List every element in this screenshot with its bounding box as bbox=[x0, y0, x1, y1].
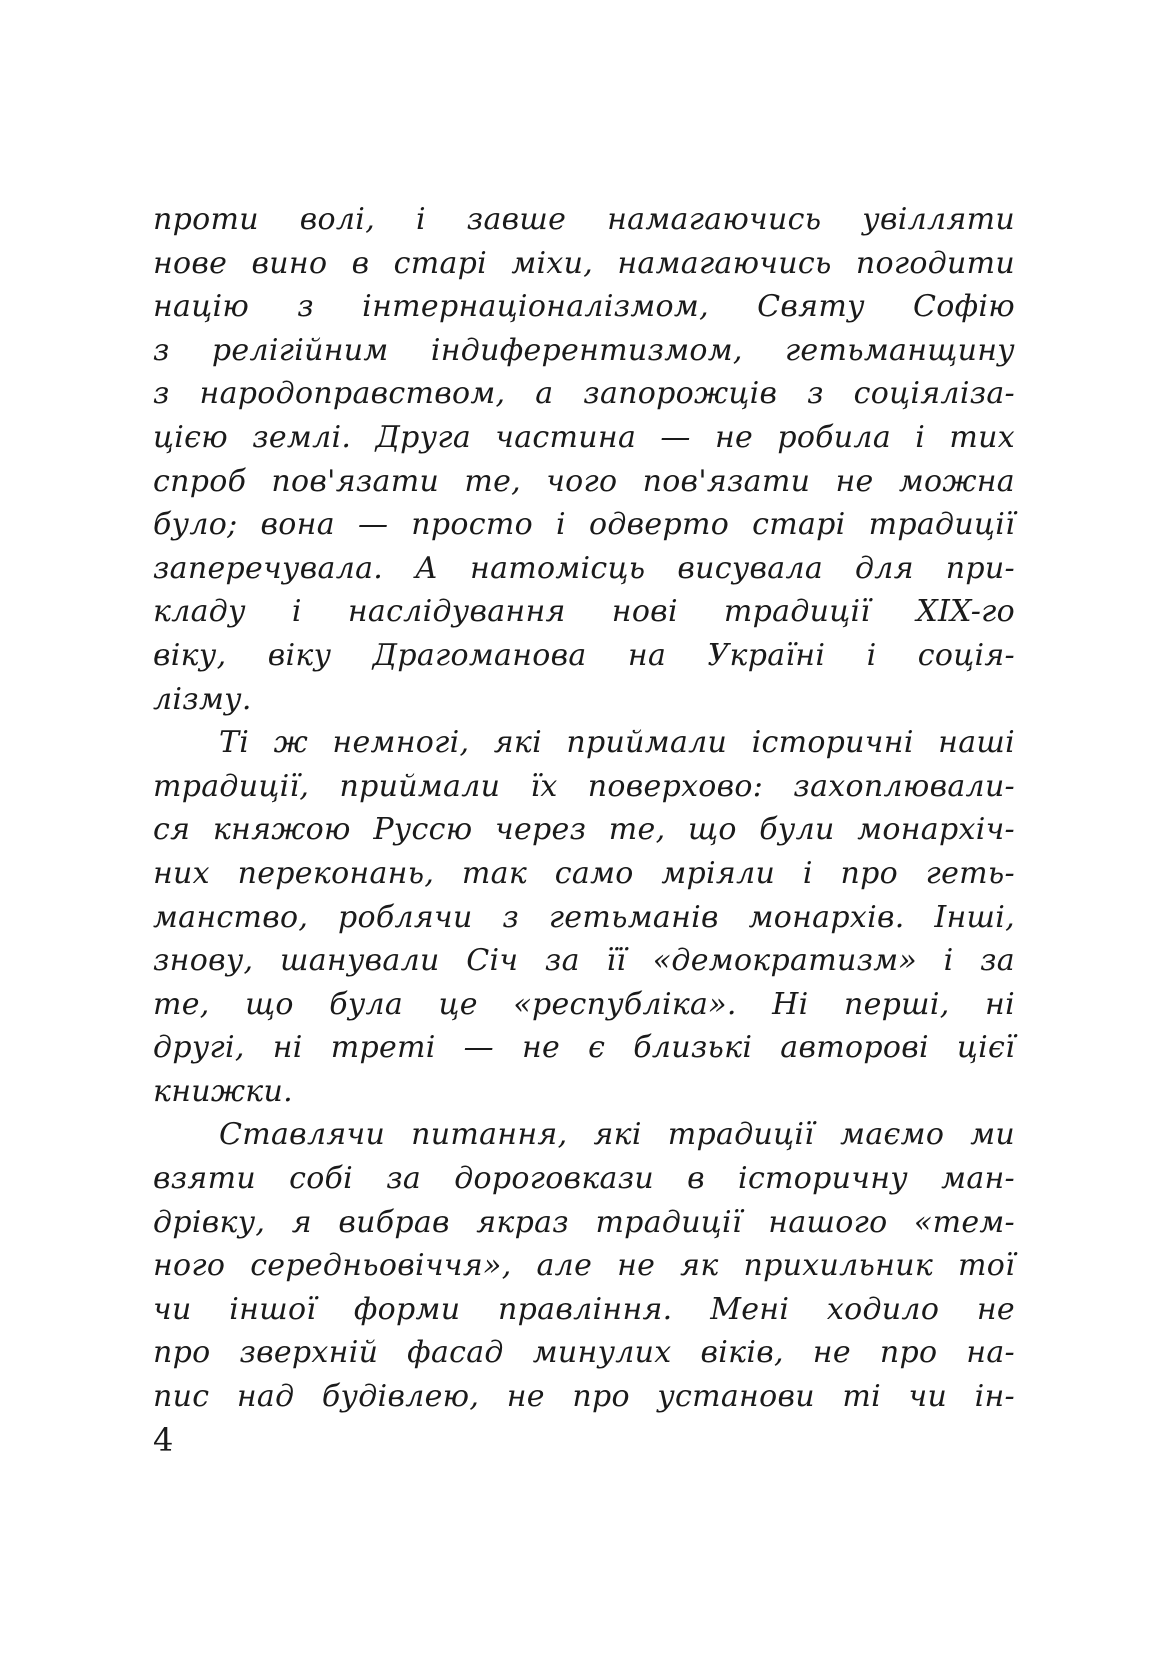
text-line: проти волі, і завше намагаючись увілляти bbox=[153, 202, 1015, 237]
text-line: взяти собі за дороговкази в історичну ман- bbox=[153, 1161, 1015, 1197]
text-line: з народоправством, а запорожців з соціяліза- bbox=[153, 376, 1015, 412]
text-line: традиції, приймали їх поверхово: захоплювали- bbox=[153, 768, 1015, 804]
text-line: них переконань, так само мріяли і про геть- bbox=[153, 855, 1015, 891]
text-line: знову, шанували Січ за її «демократизм» і за bbox=[153, 943, 1015, 979]
text-line: нове вино в старі міхи, намагаючись погодити bbox=[153, 245, 1015, 281]
text-line: націю з інтернаціоналізмом, Святу Софію bbox=[153, 289, 1015, 325]
paragraph-first-line: Ті ж немногі, які приймали історичні наші bbox=[219, 725, 1015, 761]
paragraph-first-line: Ставлячи питання, які традиції маємо ми bbox=[219, 1117, 1015, 1153]
text-line: заперечувала. А натомісць висувала для при- bbox=[153, 550, 1015, 586]
page-number: 4 bbox=[153, 1421, 174, 1459]
text-line: спроб пов'язати те, чого пов'язати не можна bbox=[153, 463, 1015, 499]
text-line: лізму. bbox=[153, 681, 252, 717]
text-line: дрівку, я вибрав якраз традиції нашого «тем- bbox=[153, 1204, 1015, 1240]
text-line: ного середньовіччя», але не як прихильник тої bbox=[153, 1248, 1015, 1284]
text-line: ся княжою Руссю через те, що були монархіч- bbox=[153, 812, 1015, 848]
text-line: про зверхній фасад минулих віків, не про на- bbox=[153, 1335, 1015, 1371]
text-line: манство, роблячи з гетьманів монархів. Інші, bbox=[153, 899, 1015, 935]
text-line: кладу і наслідування нові традиції XIX-го bbox=[153, 594, 1015, 630]
text-line: те, що була це «республіка». Ні перші, ні bbox=[153, 986, 1015, 1022]
body-text bbox=[153, 198, 1015, 1419]
text-line: пис над будівлею, не про установи ті чи ін- bbox=[153, 1379, 1015, 1415]
text-line: другі, ні треті — не є близькі авторові цієї bbox=[153, 1030, 1015, 1066]
text-line: книжки. bbox=[153, 1073, 293, 1109]
text-line: цією землі. Друга частина — не робила і тих bbox=[153, 419, 1015, 455]
text-line: віку, віку Драгоманова на Україні і соція- bbox=[153, 637, 1015, 673]
text-line: з релігійним індиферентизмом, гетьманщину bbox=[153, 332, 1015, 368]
text-line: було; вона — просто і одверто старі традиції bbox=[153, 507, 1015, 543]
text-line: чи іншої форми правління. Мені ходило не bbox=[153, 1291, 1015, 1327]
